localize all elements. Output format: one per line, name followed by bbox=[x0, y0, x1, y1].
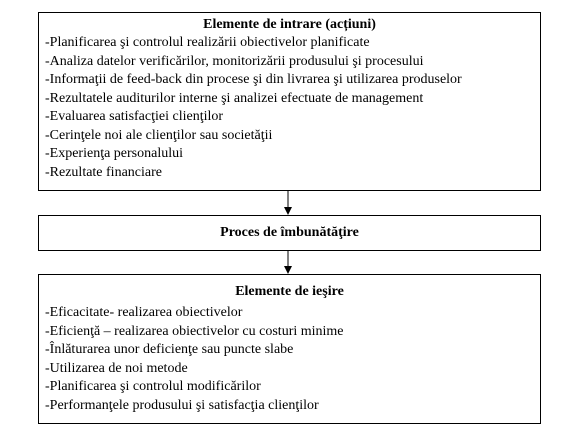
output-elements-list bbox=[39, 304, 540, 415]
arrow-head bbox=[284, 266, 292, 274]
input-elements-list bbox=[39, 34, 540, 182]
input-item-staff-experience: -Experienţa personalului bbox=[45, 146, 184, 161]
output-item-change-control: -Planificarea şi controlul modificărilor bbox=[45, 379, 261, 394]
input-item-feedback: -Informaţii de feed-back din procese şi din livrarea şi utilizarea produselor bbox=[45, 72, 462, 87]
input-elements-box bbox=[38, 12, 541, 191]
input-item-planning: -Planificarea şi controlul realizării obiectivelor planificate bbox=[45, 35, 370, 50]
output-item-efficiency: -Eficienţă – realizarea obiectivelor cu costuri minime bbox=[45, 323, 344, 339]
output-elements-title: Elemente de ieşire bbox=[235, 284, 344, 299]
output-item-new-methods: -Utilizarea de noi metode bbox=[45, 360, 188, 376]
input-item-audit-results: -Rezultatele auditurilor interne şi analizei efectuate de management bbox=[45, 90, 424, 106]
input-item-new-requirements: -Cerinţele noi ale clienţilor sau societăţii bbox=[45, 127, 273, 143]
arrow-head bbox=[284, 207, 292, 215]
input-item-customer-satisfaction: -Evaluarea satisfacţiei clienţilor bbox=[45, 109, 224, 124]
improvement-process-title: Proces de îmbunătăţire bbox=[220, 225, 359, 240]
input-item-financial-results: -Rezultate financiare bbox=[45, 164, 162, 180]
output-item-remove-deficiencies: -Înlăturarea unor deficienţe sau puncte slabe bbox=[45, 342, 294, 357]
improvement-process-box bbox=[38, 215, 541, 251]
arrow-input-to-process bbox=[281, 191, 295, 215]
input-elements-title: Elemente de intrare (acțiuni) bbox=[203, 17, 376, 32]
output-elements-box bbox=[38, 274, 541, 424]
arrow-process-to-output bbox=[281, 251, 295, 274]
output-item-effectiveness: -Eficacitate- realizarea obiectivelor bbox=[45, 305, 243, 320]
output-item-product-performance: -Performanţele produsului şi satisfacţia clienţilor bbox=[45, 397, 319, 413]
input-item-data-analysis: -Analiza datelor verificărilor, monitorizării produsului şi procesului bbox=[45, 53, 424, 69]
